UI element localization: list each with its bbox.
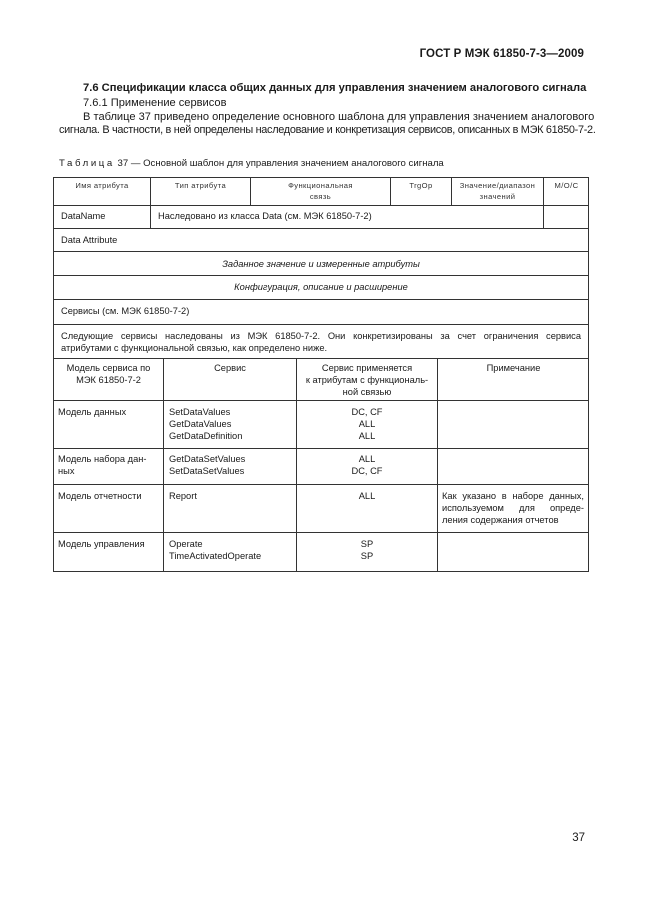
row-model-label: Модель данных	[58, 407, 127, 417]
services-heading: Сервисы (см. МЭК 61850-7-2)	[61, 306, 190, 316]
services-note-line2: атрибутами с функциональной связью, как определено ниже.	[61, 343, 328, 353]
fc-value: ALL	[358, 454, 376, 464]
document-header: ГОСТ Р МЭК 61850-7-3—2009	[419, 48, 584, 60]
service-name: GetDataValues	[169, 419, 232, 429]
table-row-reporting-services	[169, 490, 197, 502]
table-row-dataset-fc	[297, 453, 437, 477]
subheading-config: Конфигурация, описание и расширение	[234, 282, 408, 292]
dataname-value: Наследовано из класса Data (см. МЭК 61850-7-2)	[158, 211, 372, 221]
table-row-data-model-fc	[297, 406, 437, 442]
fc-value: SP	[360, 539, 374, 549]
row-divider	[53, 251, 589, 252]
col-header-func-conn-line2: связь	[309, 192, 332, 201]
row-divider	[53, 275, 589, 276]
table-caption	[59, 158, 444, 169]
fc-value: DC, CF	[351, 466, 383, 476]
row-divider	[53, 532, 589, 533]
paragraph-line-2: сигнала. В частности, в ней определены наследование и конкретизация сервисов, описанных в МЭК 61850-7-2.	[59, 124, 596, 136]
services-col-divider	[163, 358, 164, 572]
row-divider	[53, 484, 589, 485]
fc-value: ALL	[358, 431, 376, 441]
table-caption-prefix: Таблица	[59, 158, 115, 169]
col-header-value-range	[452, 180, 543, 202]
services-note	[61, 330, 581, 354]
col-header-moc: M/O/C	[554, 181, 579, 190]
col-header-func-conn-line1: Функциональная	[288, 181, 353, 190]
services-header-applied	[297, 362, 437, 398]
table-row-dataset-services	[169, 453, 245, 477]
row-model-label: Модель управления	[58, 539, 145, 549]
row-divider	[53, 400, 589, 401]
services-header-model	[54, 362, 163, 386]
service-name: Report	[169, 491, 197, 501]
col-header-value-range-line1: Значение/диапазон	[459, 181, 536, 190]
service-name: GetDataDefinition	[169, 431, 243, 441]
table-caption-text: 37 — Основной шаблон для управления значением аналогового сигнала	[114, 158, 444, 169]
note-line: Как указано в наборе данных,	[442, 491, 584, 501]
row-divider	[53, 324, 589, 325]
service-name: SetDataSetValues	[169, 466, 245, 476]
services-header-applied-line3: ной связью	[342, 387, 392, 397]
data-attribute-label: Data Attribute	[61, 235, 118, 245]
row-divider	[53, 448, 589, 449]
row-model-label: Модель отчетности	[58, 491, 142, 501]
service-name: TimeActivatedOperate	[169, 551, 262, 561]
service-name: GetDataSetValues	[169, 454, 246, 464]
services-header-note: Примечание	[486, 363, 541, 373]
fc-value: DC, CF	[351, 407, 383, 417]
services-header-applied-line1: Сервис применяется	[321, 363, 413, 373]
section-title: 7.6 Спецификации класса общих данных для управления значением аналогового сигнала	[83, 82, 587, 94]
row-model-label: ных	[58, 466, 75, 476]
services-header-model-line1: Модель сервиса по	[66, 363, 151, 373]
services-header-applied-line2: к атрибутам с функциональ-	[305, 375, 429, 385]
row-model-label: Модель набора дан-	[58, 454, 147, 464]
table-row-control-fc	[297, 538, 437, 562]
subsection-title: 7.6.1 Применение сервисов	[83, 97, 227, 109]
table-row-control-services	[169, 538, 261, 562]
row-divider	[53, 205, 589, 206]
row-divider	[53, 358, 589, 359]
table-row-reporting-fc	[297, 490, 437, 502]
col-header-trgop: TrgOp	[409, 181, 433, 190]
subheading-setpoint: Заданное значение и измеренные атрибуты	[222, 259, 420, 269]
services-col-divider	[437, 358, 438, 572]
col-header-func-conn	[251, 180, 390, 202]
paragraph-line-1: В таблице 37 приведено определение основного шаблона для управления значением аналогового	[83, 111, 595, 123]
row-divider	[53, 228, 589, 229]
col-header-attr-name: Имя атрибута	[75, 181, 129, 190]
note-line: используемом для опреде-	[442, 503, 584, 513]
service-name: SetDataValues	[169, 407, 231, 417]
service-name: Operate	[169, 539, 203, 549]
table-row-reporting-model	[58, 490, 142, 502]
table-row-reporting-note	[442, 490, 584, 526]
col-header-attr-type: Тип атрибута	[174, 181, 227, 190]
table-row-data-model-services	[169, 406, 242, 442]
table-row-control-model	[58, 538, 145, 550]
fc-value: ALL	[358, 419, 376, 429]
row-divider	[53, 299, 589, 300]
col-header-value-range-line2: значений	[479, 192, 516, 201]
table-row-dataset-model	[58, 453, 147, 477]
services-header-model-line2: МЭК 61850-7-2	[76, 375, 141, 385]
dataname-label: DataName	[61, 211, 106, 221]
services-header-service: Сервис	[214, 363, 246, 373]
fc-value: SP	[360, 551, 374, 561]
fc-value: ALL	[358, 491, 376, 501]
services-note-line1: Следующие сервисы наследованы из МЭК 61850-7-2. Они конкретизированы за счет ограничения сервиса	[61, 331, 581, 341]
table-row-data-model	[58, 406, 126, 418]
note-line: ления содержания отчетов	[442, 515, 559, 525]
page-number: 37	[572, 832, 585, 844]
